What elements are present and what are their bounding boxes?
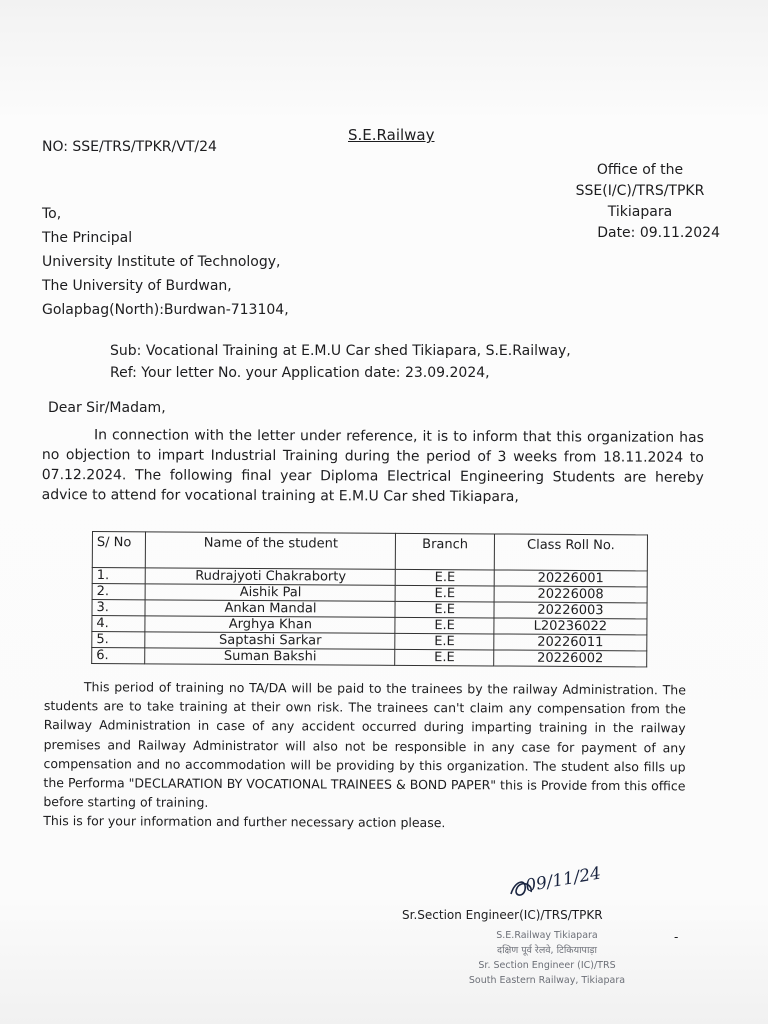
cell-branch: E.E bbox=[395, 649, 494, 666]
official-stamp bbox=[432, 928, 662, 988]
cell-name: Saptashi Sarkar bbox=[145, 632, 395, 650]
cell-name: Rudrajyoti Chakraborty bbox=[146, 568, 396, 586]
stamp-line: दक्षिण पूर्व रेलवे, टिकियापाड़ा bbox=[497, 945, 597, 956]
paragraph-2-text: This period of training no TA/DA will be paid to the trainees by the railway Administration. The students are to take training at their own risk. The trainees can't claim any compensation from the Railway Administration in case of any accident occurred during imparting training in the railway premises and Railway Administrator will also not be responsible in any case for payment of any compensation and no accommodation will be providing by this organization. The student also fills up the Performa "DECLARATION BY VOCATIONAL TRAINEES & BOND PAPER" this is Provide from this office before starting of training. bbox=[43, 679, 686, 811]
cell-branch: E.E bbox=[396, 569, 495, 586]
stamp-line: S.E.Railway Tikiapara bbox=[496, 930, 598, 941]
cell-roll: 20226008 bbox=[494, 586, 647, 603]
addressee-line: The Principal bbox=[42, 230, 133, 246]
body-paragraph-1 bbox=[42, 425, 704, 508]
subject-block bbox=[110, 340, 571, 384]
stamp-line: Sr. Section Engineer (IC)/TRS bbox=[478, 960, 616, 971]
cell-name: Aishik Pal bbox=[146, 584, 396, 602]
cell-branch: E.E bbox=[395, 617, 494, 634]
cell-name: Ankan Mandal bbox=[145, 600, 395, 618]
student-table bbox=[91, 531, 648, 667]
reference-line: Ref: Your letter No. your Application date: 23.09.2024, bbox=[110, 365, 490, 381]
signature-date: 09/11/24 bbox=[523, 863, 603, 897]
office-block bbox=[560, 160, 720, 244]
addressee-line: To, bbox=[42, 206, 62, 222]
cell-sl: 6. bbox=[92, 648, 146, 664]
railway-heading: S.E.Railway bbox=[348, 126, 435, 144]
cell-branch: E.E bbox=[395, 585, 494, 602]
cell-roll: L20236022 bbox=[494, 618, 647, 635]
addressee-line: University Institute of Technology, bbox=[42, 254, 281, 270]
cell-sl: 5. bbox=[92, 632, 146, 648]
cell-branch: E.E bbox=[395, 633, 494, 650]
letter-date: Date: 09.11.2024 bbox=[597, 225, 720, 241]
body-paragraph-2 bbox=[43, 677, 686, 834]
addressee-block bbox=[42, 202, 289, 322]
cell-roll: 20226002 bbox=[494, 650, 647, 667]
dash-mark: - bbox=[674, 930, 679, 944]
table-header-row bbox=[92, 532, 647, 571]
reference-number: NO: SSE/TRS/TPKR/VT/24 bbox=[42, 139, 217, 155]
stamp-line: South Eastern Railway, Tikiapara bbox=[468, 975, 626, 986]
office-line: SSE(I/C)/TRS/TPKR bbox=[575, 183, 705, 199]
cell-roll: 20226011 bbox=[494, 634, 647, 651]
addressee-line: Golapbag(North):Burdwan-713104, bbox=[42, 302, 289, 318]
cell-roll: 20226003 bbox=[494, 602, 647, 619]
closing-line: This is for your information and further necessary action please. bbox=[43, 813, 446, 831]
cell-sl: 4. bbox=[92, 616, 146, 632]
col-header-roll: Class Roll No. bbox=[494, 534, 647, 571]
cell-sl: 3. bbox=[92, 600, 146, 616]
cell-sl: 1. bbox=[92, 568, 146, 584]
subject-line: Sub: Vocational Training at E.M.U Car shed Tikiapara, S.E.Railway, bbox=[110, 343, 571, 359]
paragraph-1-text: In connection with the letter under reference, it is to inform that this organization has no objection to impart Industrial Training during the period of 3 weeks from 18.11.2024 to 07.12.2024. The following final year Diploma Electrical Engineering Students are hereby advice to attend for vocational training at E.M.U Car shed Tikiapara, bbox=[41, 427, 704, 506]
col-header-name: Name of the student bbox=[146, 532, 396, 570]
salutation: Dear Sir/Madam, bbox=[48, 400, 166, 416]
addressee-line: The University of Burdwan, bbox=[42, 278, 232, 294]
cell-branch: E.E bbox=[395, 601, 494, 618]
col-header-branch: Branch bbox=[396, 533, 495, 570]
office-line: Office of the bbox=[596, 162, 684, 178]
signatory-designation: Sr.Section Engineer(IC)/TRS/TPKR bbox=[402, 908, 603, 922]
cell-sl: 2. bbox=[92, 584, 146, 600]
cell-name: Suman Bakshi bbox=[145, 648, 395, 666]
office-line: Tikiapara bbox=[607, 204, 673, 220]
cell-name: Arghya Khan bbox=[145, 616, 395, 634]
cell-roll: 20226001 bbox=[494, 570, 647, 587]
table-row bbox=[92, 648, 647, 667]
col-header-sl: S/ No bbox=[92, 532, 146, 568]
